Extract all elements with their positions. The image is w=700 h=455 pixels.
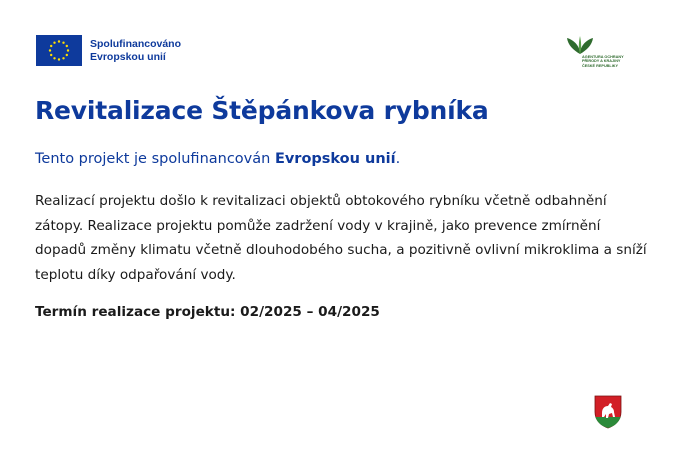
eu-flag-icon [36,35,82,66]
eu-logo [36,35,181,66]
agency-line-1: AGENTURA OCHRANY [582,55,624,59]
lead-text [35,151,400,167]
lead-prefix: Tento projekt je spolufinancován [35,151,275,167]
agency-line-3: ČESKÉ REPUBLIKY [582,63,619,68]
project-term: Termín realizace projektu: 02/2025 – 04/2025 [35,304,380,320]
eu-label-line2: Evropskou unií [90,50,166,63]
agency-line-2: PŘÍRODY A KRAJINY [582,59,621,64]
eu-label-line1: Spolufinancováno [90,37,182,50]
leaf-icon [565,34,595,56]
lead-suffix: . [395,151,401,167]
page-title: Revitalizace Štěpánkova rybníka [35,96,489,125]
eu-cofinanced-label [90,38,181,64]
project-description: Realizací projektu došlo k revitalizaci objektů obtokového rybníku včetně odbahnění zátopy. Realizace projektu pomůže zadržení vody v krajině, jako prevence zmírnění dopadů změny klimatu včetně dlouhodobého sucha, a pozitivně ovlivní mikroklima a sníží teplotu díky odpařování vody. [35,193,647,283]
agency-logo [565,34,635,68]
lead-bold: Evropskou unií [274,151,396,167]
agency-name [582,55,635,68]
coat-of-arms-icon [594,395,622,434]
